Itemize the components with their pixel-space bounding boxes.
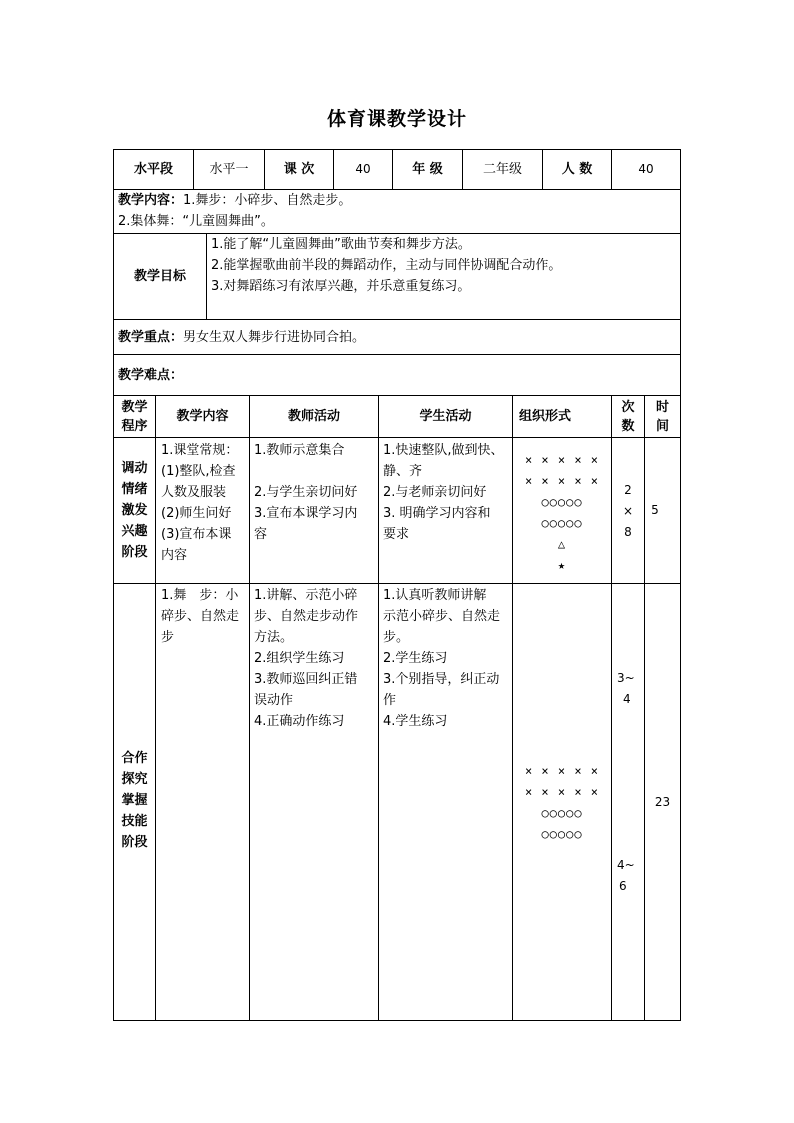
col-header-times xyxy=(612,396,644,437)
stage1-teacher-line: 3.宣布本课学习内 xyxy=(254,506,358,521)
stage1-teacher-line: 容 xyxy=(254,527,268,542)
goal-item: 2.能掌握歌曲前半段的舞蹈动作，主动与同伴协调配合动作。 xyxy=(211,258,562,273)
stage1-teacher-line: 2.与学生亲切问好 xyxy=(254,485,358,500)
stage1-teacher-line: 1.教师示意集合 xyxy=(254,443,345,458)
star-icon: ★ xyxy=(557,558,567,572)
stage2-student-line: 4.学生练习 xyxy=(383,714,448,729)
stage2-times-a xyxy=(617,668,644,710)
col-divider xyxy=(680,149,681,1021)
stage2-teacher-line: 步、自然走步动作 xyxy=(254,609,359,624)
goal-item: 3.对舞蹈练习有浓厚兴趣，并乐意重复练习。 xyxy=(211,279,471,294)
col-divider xyxy=(644,395,645,1020)
stage1-content-line: 人数及服装 xyxy=(161,485,227,500)
key-point-text: 男女生双人舞步行进协同合拍。 xyxy=(183,329,366,345)
row-divider xyxy=(113,583,681,584)
stage1-name-line: 兴趣 xyxy=(121,524,148,539)
stage2-teacher-line: 误动作 xyxy=(254,693,294,708)
stage2-teacher-line: 2.组织学生练习 xyxy=(254,651,345,666)
stage2-duration: 23 xyxy=(654,795,671,809)
stage2-name-line: 探究 xyxy=(121,772,148,787)
formation-row: ○○○○○ xyxy=(541,516,583,530)
stage1-student-line: 静、齐 xyxy=(383,464,423,479)
formation-row: × × × × × xyxy=(524,764,600,778)
grade-label: 年 级 xyxy=(412,162,443,177)
stage2-teacher-line: 4.正确动作练习 xyxy=(254,714,345,729)
stage2-student-line: 作 xyxy=(383,693,397,708)
stage1-times xyxy=(612,480,644,543)
stage2-teacher xyxy=(254,585,378,732)
stage1-student-line: 1.快速整队,做到快、 xyxy=(383,443,504,458)
formation-row: × × × × × xyxy=(524,453,600,467)
formation-row: × × × × × xyxy=(524,785,600,799)
stage1-content-line: (1)整队,检查 xyxy=(161,464,236,479)
content-line-2: 2.集体舞：“儿童圆舞曲”。 xyxy=(118,214,274,229)
stage1-times-line: × xyxy=(622,504,634,518)
stage2-content-line: 步 xyxy=(161,630,175,645)
col-header-duration-line: 时 xyxy=(655,399,669,415)
stage1-content-line: (3)宣布本课 xyxy=(161,527,232,542)
stage2-student-line: 3.个别指导，纠正动 xyxy=(383,672,500,687)
page-title: 体育课教学设计 xyxy=(326,108,467,130)
grade-value: 二年级 xyxy=(482,162,522,177)
stage2-student-line: 步。 xyxy=(383,630,410,645)
col-header-times-line: 次 xyxy=(621,399,635,415)
stage1-student-line: 3. 明确学习内容和 xyxy=(383,506,491,521)
formation-row: ○○○○○ xyxy=(541,495,583,509)
stage2-name xyxy=(114,748,155,853)
content-section xyxy=(118,190,678,233)
stage1-student-line: 2.与老师亲切问好 xyxy=(383,485,487,500)
stage1-name-line: 调动 xyxy=(121,461,148,476)
formation-row: ○○○○○ xyxy=(541,827,583,841)
col-header-times-line: 数 xyxy=(621,418,635,434)
stage2-teacher-line: 方法。 xyxy=(254,630,294,645)
stage1-name-line: 激发 xyxy=(121,503,148,518)
level-label: 水平段 xyxy=(133,162,173,177)
col-divider xyxy=(249,395,250,1020)
stage1-times-line: 2 xyxy=(624,483,632,497)
formation-row: ○○○○○ xyxy=(541,806,583,820)
count-label: 人 数 xyxy=(561,162,593,177)
col-header-org: 组织形式 xyxy=(519,409,572,424)
stage2-content-line: 碎步、自然走 xyxy=(161,609,240,624)
stage1-content-line: 1.课堂常规： xyxy=(161,443,239,458)
stage1-times-line: 8 xyxy=(624,525,632,539)
stage1-formation xyxy=(513,450,611,576)
row-divider xyxy=(113,1020,681,1021)
stage2-student xyxy=(383,585,512,732)
key-point-label: 教学重点： xyxy=(118,329,184,345)
stage1-duration: 5 xyxy=(651,503,659,517)
stage2-teacher-line: 1.讲解、示范小碎 xyxy=(254,588,358,603)
col-header-procedure-line: 教学 xyxy=(121,399,148,415)
stage1-teacher-line xyxy=(254,461,378,482)
goals-label: 教学目标 xyxy=(133,269,186,284)
col-header-teacher: 教师活动 xyxy=(287,409,340,424)
col-divider xyxy=(378,395,379,1020)
col-header-procedure-line: 程序 xyxy=(121,418,148,434)
lesson-label: 课 次 xyxy=(283,162,315,177)
col-header-content: 教学内容 xyxy=(176,409,229,424)
teacher-triangle-icon: △ xyxy=(557,537,567,551)
col-header-duration xyxy=(645,396,680,437)
stage2-times-line: 6 xyxy=(619,879,627,893)
stage2-times-b xyxy=(617,855,644,897)
stage2-name-line: 技能 xyxy=(121,814,148,829)
stage2-times-line: 4~ xyxy=(617,858,635,872)
goal-item: 1.能了解“儿童圆舞曲”歌曲节奏和舞步方法。 xyxy=(211,237,471,252)
content-label: 教学内容： xyxy=(118,193,184,208)
formation-row: × × × × × xyxy=(524,474,600,488)
stage1-content-line: 内容 xyxy=(161,548,188,563)
stage2-times-line: 4 xyxy=(623,692,631,706)
stage2-content-line: 1.舞 步：小 xyxy=(161,588,239,603)
lesson-value: 40 xyxy=(355,162,371,176)
stage2-student-line: 1.认真听教师讲解 xyxy=(383,588,487,603)
stage2-name-line: 阶段 xyxy=(121,835,148,850)
stage1-name-line: 情绪 xyxy=(121,482,148,497)
stage1-student-line: 要求 xyxy=(383,527,410,542)
stage1-name-line: 阶段 xyxy=(121,545,148,560)
stage1-teacher xyxy=(254,440,378,545)
col-divider xyxy=(155,395,156,1020)
col-divider xyxy=(206,233,207,319)
stage2-formation xyxy=(513,761,611,845)
stage1-student xyxy=(383,440,512,545)
stage2-name-line: 合作 xyxy=(121,751,148,766)
row-divider xyxy=(113,437,681,438)
stage2-teacher-line: 3.教师巡回纠正错 xyxy=(254,672,358,687)
stage1-content-line: (2)师生问好 xyxy=(161,506,232,521)
stage1-content xyxy=(161,440,249,566)
col-header-student: 学生活动 xyxy=(419,409,472,424)
level-value: 水平一 xyxy=(209,162,249,177)
stage2-name-line: 掌握 xyxy=(121,793,148,808)
stage1-name xyxy=(114,458,155,563)
count-value: 40 xyxy=(638,162,654,176)
content-line-1: 1.舞步：小碎步、自然走步。 xyxy=(183,193,352,208)
difficulty xyxy=(118,355,678,395)
col-header-duration-line: 间 xyxy=(655,418,669,434)
stage2-student-line: 2.学生练习 xyxy=(383,651,448,666)
stage2-times-line: 3~ xyxy=(617,671,635,685)
stage2-content xyxy=(161,585,249,648)
stage2-student-line: 示范小碎步、自然走 xyxy=(383,609,501,624)
goals-list xyxy=(211,234,679,319)
key-point xyxy=(118,320,678,354)
col-header-procedure xyxy=(114,396,155,437)
difficulty-label: 教学难点： xyxy=(118,367,184,383)
